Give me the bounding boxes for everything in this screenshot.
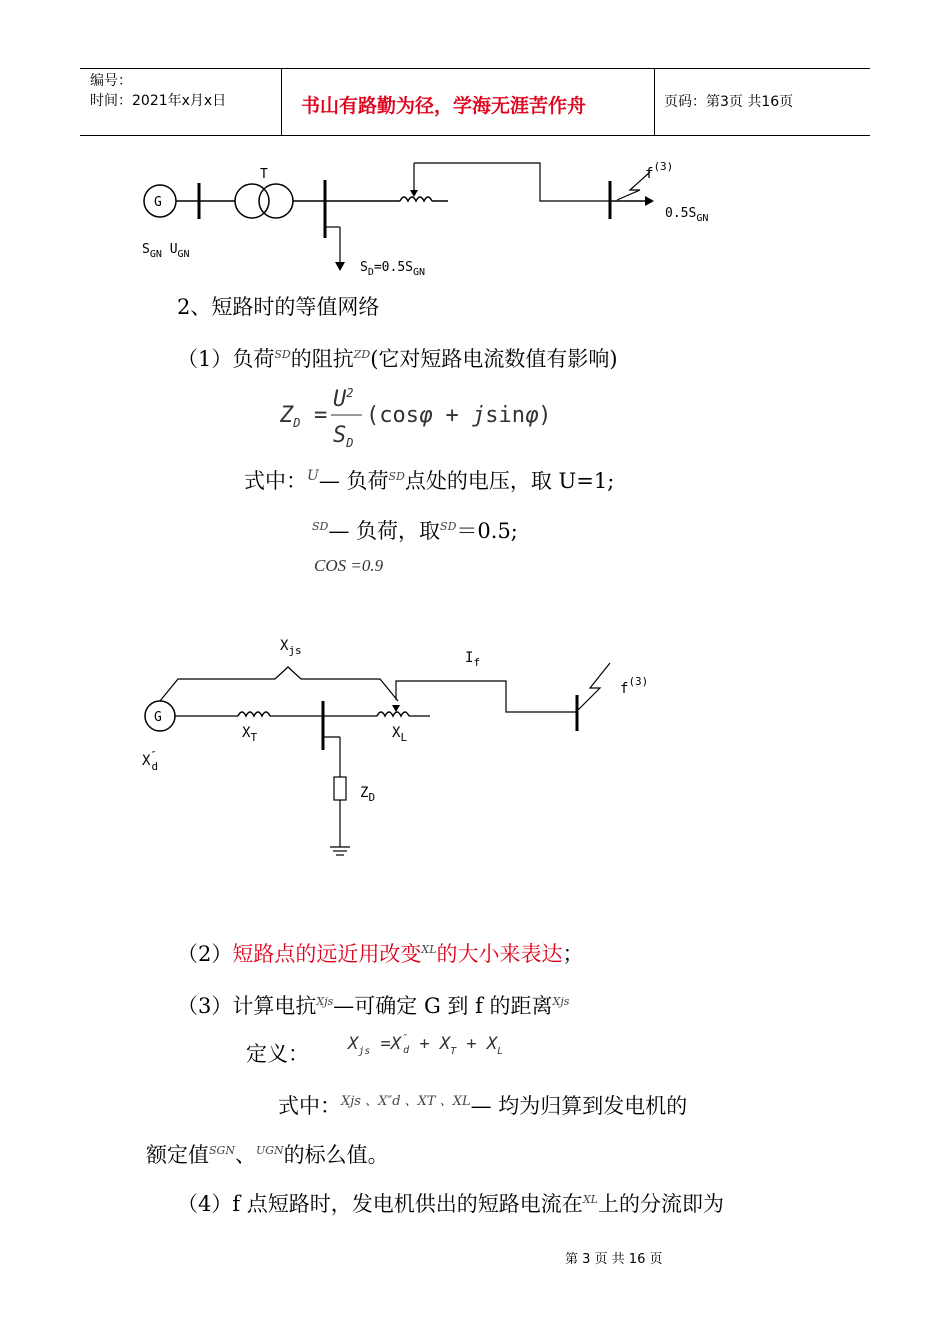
fault-lightning-2	[578, 663, 610, 710]
zd-resistor	[334, 777, 346, 800]
sym-zd: ZD	[353, 348, 371, 361]
where3-text: — 均为归算到发电机的	[470, 1094, 688, 1118]
where1-dash: — 负荷	[318, 469, 389, 493]
item3-prefix: （3）计算电抗	[177, 994, 317, 1018]
sym-xjs: Xjs	[316, 995, 334, 1008]
fault-path	[414, 163, 610, 201]
xl-tap-arrow	[392, 705, 400, 712]
formula-zd	[278, 382, 552, 452]
if-label: $I_f$	[465, 650, 481, 669]
generator-label: G	[154, 195, 162, 210]
fault-label-2: $f^{(3)}$	[620, 675, 649, 697]
item4-suffix: 上的分流即为	[597, 1192, 724, 1216]
definition-formula	[346, 1027, 516, 1063]
load-arrow	[335, 262, 345, 271]
item3-line	[177, 988, 569, 1020]
where3-prefix: 式中：	[278, 1094, 341, 1118]
where2-text: — 负荷，取	[328, 519, 441, 543]
item4-line	[177, 1186, 724, 1218]
item4-prefix: （4）f 点短路时，发电机供出的短路电流在	[177, 1192, 583, 1216]
page-footer: 第 3 页 共 16 页	[565, 1252, 663, 1267]
cos-line: COS =0.9	[314, 556, 384, 575]
header-time-label: 时间：2021年x月x日	[90, 93, 227, 109]
fault-label: $f^{(3)}$	[645, 160, 674, 182]
generator-label-2: G	[154, 710, 162, 725]
item1-line	[177, 341, 618, 373]
xt-inductor	[238, 712, 270, 716]
header-motto: 书山有路勤为径，学海无涯苦作舟	[301, 95, 587, 117]
sym-xl: XL	[421, 943, 437, 956]
svg-text:SD: $S_D$	[333, 423, 354, 450]
tap-arrow	[410, 190, 418, 197]
where3-cont-line	[146, 1137, 389, 1169]
item1-prefix: （1）负荷	[177, 347, 275, 371]
sym-sgn: SGN	[209, 1144, 235, 1157]
if-path	[396, 681, 577, 712]
where1-line	[244, 462, 614, 495]
xl-inductor	[377, 712, 409, 716]
item1-suffix: (它对短路电流数值有影响)	[370, 347, 618, 371]
transformer-winding-2	[259, 184, 293, 218]
svg-text:ZD: $Z_D$	[280, 403, 301, 430]
item3-text: —可确定 G 到 f 的距离	[333, 994, 553, 1018]
sym-sd-2: SD	[388, 470, 405, 483]
where3-cont-sep: 、	[234, 1143, 256, 1167]
zd-label: $Z_D$	[360, 785, 376, 804]
svg-text:Xjs =X″d + XT + XL: $X_{js} =X''$ $d + X_T + X_L$	[348, 1033, 504, 1057]
xl-label: $X_L$	[392, 725, 408, 744]
svg-text:U2: $U^2$	[333, 386, 354, 412]
header-divider-1	[281, 68, 282, 136]
item2-suffix: ；	[562, 942, 584, 966]
where3-syms: Xjs 、X″d 、XT 、XL	[341, 1094, 471, 1109]
where1-suffix: 点处的电压，取 U=1;	[404, 469, 615, 493]
where3-line	[278, 1088, 687, 1120]
where2-line	[312, 513, 518, 545]
load-label: $S_D=0.5S_{GN}$	[360, 260, 426, 278]
section-title: 2、短路时的等值网络	[177, 295, 380, 319]
item1-mid: 的阻抗	[290, 347, 354, 371]
transformer-label: T	[260, 167, 268, 182]
sym-ugn: UGN	[255, 1144, 284, 1157]
header-page-info: 页码：第3页 共16页	[664, 94, 794, 110]
line-inductor	[400, 197, 432, 201]
equivalent-network-diagram	[130, 625, 690, 865]
sym-xjs-2: Xjs	[552, 995, 570, 1008]
svg-text:(cosφ + jsinφ): (cosφ + jsinφ)	[366, 403, 552, 428]
sym-xl-2: XL	[582, 1193, 598, 1206]
xjs-path	[160, 667, 398, 701]
where3-cont-suffix: 的标么值。	[283, 1143, 389, 1167]
item2-line	[177, 936, 584, 968]
xd-label: X″ d	[142, 750, 159, 773]
where2-value: ＝0.5;	[456, 519, 518, 543]
header-bottom-border	[80, 135, 870, 136]
sym-sd-4: SD	[440, 520, 457, 533]
definition-label: 定义：	[246, 1042, 309, 1066]
xjs-label: $X_{js}$	[280, 638, 302, 657]
header-divider-2	[654, 68, 655, 136]
item2-red2: 的大小来表达	[436, 942, 563, 966]
system-arrow	[645, 196, 654, 206]
header-number-label: 编号：	[90, 73, 132, 89]
item2-red1: 短路点的远近用改变	[232, 942, 422, 966]
header-top-border	[80, 68, 870, 69]
item2-prefix: （2）	[177, 942, 233, 966]
where1-prefix: 式中：	[244, 469, 307, 493]
sym-sd: SD	[274, 348, 291, 361]
xt-label: $X_T$	[242, 725, 258, 744]
sym-u: U	[307, 468, 319, 484]
sym-sd-3: SD	[312, 520, 329, 533]
gen-ratings: $S_{GN}$ $U_{GN}$	[142, 242, 190, 260]
svg-text:=: =	[314, 403, 328, 428]
system-diagram	[130, 150, 750, 290]
where3-cont-prefix: 额定值	[146, 1143, 209, 1167]
system-rating: $0.5S_{GN}$	[665, 206, 709, 224]
